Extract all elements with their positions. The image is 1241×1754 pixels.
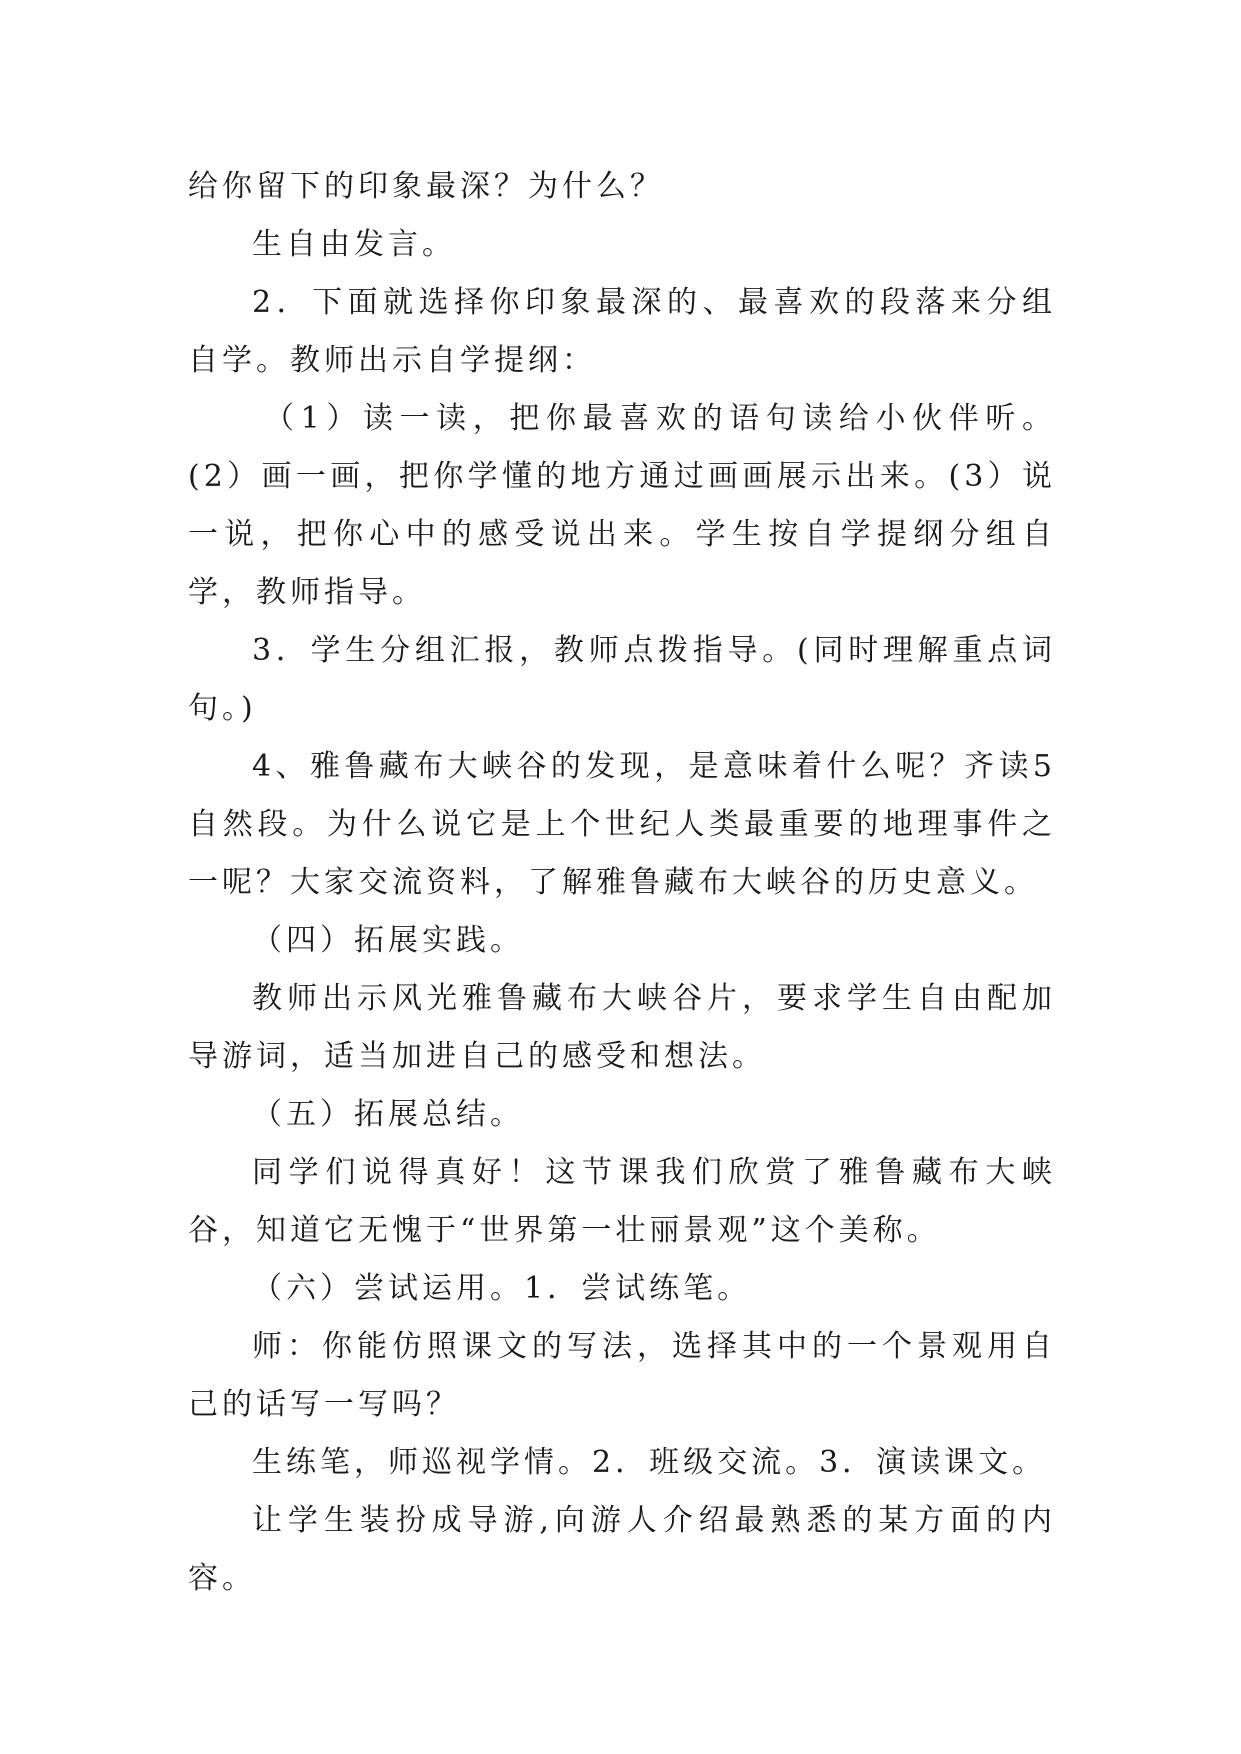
paragraph: 让学生装扮成导游,向游人介绍最熟悉的某方面的内容。 [188,1503,1056,1596]
section-heading: （五）拓展总结。 [252,1097,524,1132]
paragraph: 师：你能仿照课文的写法，选择其中的一个景观用自己的话写一写吗？ [188,1329,1056,1422]
paragraph: 生自由发言。 [252,227,456,262]
paragraph: 生练笔，师巡视学情。2．班级交流。3．演读课文。 [252,1445,1047,1480]
paragraph: 4、雅鲁藏布大峡谷的发现，是意味着什么呢？齐读5自然段。为什么说它是上个世纪人类最重要的地理事件之一呢？大家交流资料，了解雅鲁藏布大峡谷的历史意义。 [188,749,1056,900]
paragraph: 2．下面就选择你印象最深的、最喜欢的段落来分组自学。教师出示自学提纲： [188,285,1056,378]
paragraph: 给你留下的印象最深？为什么？ [188,169,664,204]
section-heading: （四）拓展实践。 [252,923,524,958]
paragraph: 教师出示风光雅鲁藏布大峡谷片，要求学生自由配加导游词，适当加进自己的感受和想法。 [188,981,1056,1074]
paragraph: （1）读一读，把你最喜欢的语句读给小伙伴听。(2）画一画，把你学懂的地方通过画画展示出来。(3）说一说，把你心中的感受说出来。学生按自学提纲分组自学，教师指导。 [188,401,1056,610]
document-body [188,158,1056,1608]
paragraph: 3．学生分组汇报，教师点拨指导。(同时理解重点词句。) [188,633,1056,726]
paragraph: 同学们说得真好！这节课我们欣赏了雅鲁藏布大峡谷，知道它无愧于“世界第一壮丽景观”这个美称。 [188,1155,1056,1248]
section-heading: （六）尝试运用。1．尝试练笔。 [252,1271,752,1306]
